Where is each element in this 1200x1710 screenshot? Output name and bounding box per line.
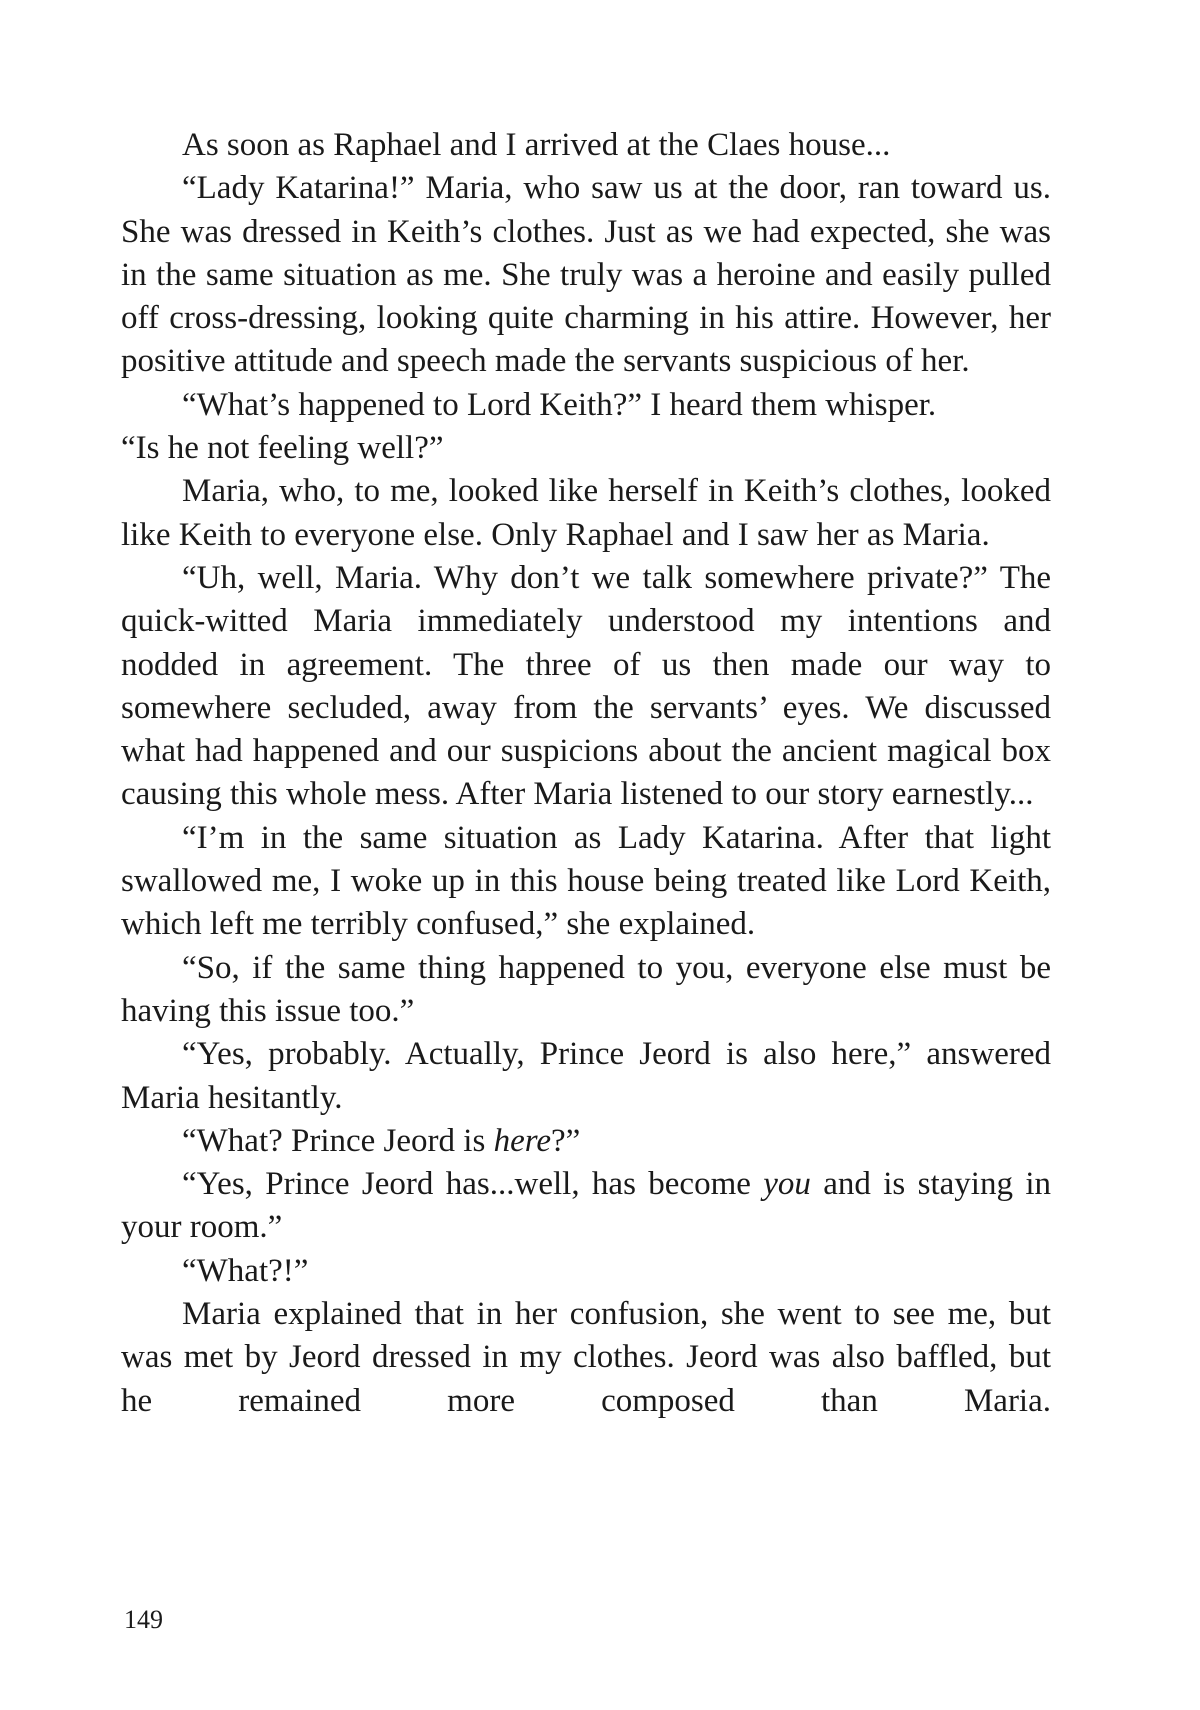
paragraph-1: As soon as Raphael and I arrived at the Claes house... (182, 127, 891, 163)
paragraph-8: “So, if the same thing happened to you, everyone else must be having this issue too.” (121, 949, 1051, 1029)
text-run: and is staying in your room.” (121, 1166, 1051, 1246)
emphasis-you: you (763, 1166, 811, 1203)
paragraph-5: Maria, who, to me, looked like herself in Keith’s clothes, looked like Keith to everyone else. Only Raphael and I saw her as Maria. (121, 473, 1051, 553)
emphasis-here: here (493, 1122, 551, 1159)
paragraph-3: “What’s happened to Lord Keith?” I heard them whisper. (182, 386, 937, 423)
paragraph-7: “I’m in the same situation as Lady Katarina. After that light swallowed me, I woke up in this house being treated like Lord Keith, which left me terribly confused,” she explained. (121, 819, 1051, 943)
paragraph-9: “Yes, probably. Actually, Prince Jeord is also here,” answered Maria hesitantly. (121, 1036, 1051, 1116)
page-number: 149 (124, 1605, 163, 1634)
paragraph-10 (121, 1120, 1051, 1163)
paragraph-6: “Uh, well, Maria. Why don’t we talk somewhere private?” The quick-witted Maria immediately understood my intentions and nodded in agreement. The three of us then made our way to somewhere secluded, away from the servants’ eyes. We discussed what had happened and our suspicions about the ancient magical box causing this whole mess. After Maria listened to our story earnestly... (121, 559, 1051, 813)
paragraph-13: Maria explained that in her confusion, she went to see me, but was met by Jeord dressed in my clothes. Jeord was also baffled, but he remained more composed than Maria. (121, 1296, 1051, 1419)
text-run: “Yes, Prince Jeord has...well, has become (182, 1166, 764, 1203)
paragraph-11 (121, 1163, 1051, 1250)
page-body (121, 124, 1051, 1423)
paragraph-2: “Lady Katarina!” Maria, who saw us at the door, ran toward us. She was dressed in Keith’s clothes. Just as we had expected, she was in the same situation as me. She truly was a heroine and easily pulled off cross-dressing, looking quite charming in his attire. However, her positive attitude and speech made the servants suspicious of her. (121, 170, 1051, 380)
paragraph-4: “Is he not feeling well?” (121, 430, 444, 467)
paragraph-12: “What?!” (182, 1252, 309, 1289)
text-run: ?” (550, 1122, 581, 1159)
text-run: “What? Prince Jeord is (182, 1122, 494, 1159)
